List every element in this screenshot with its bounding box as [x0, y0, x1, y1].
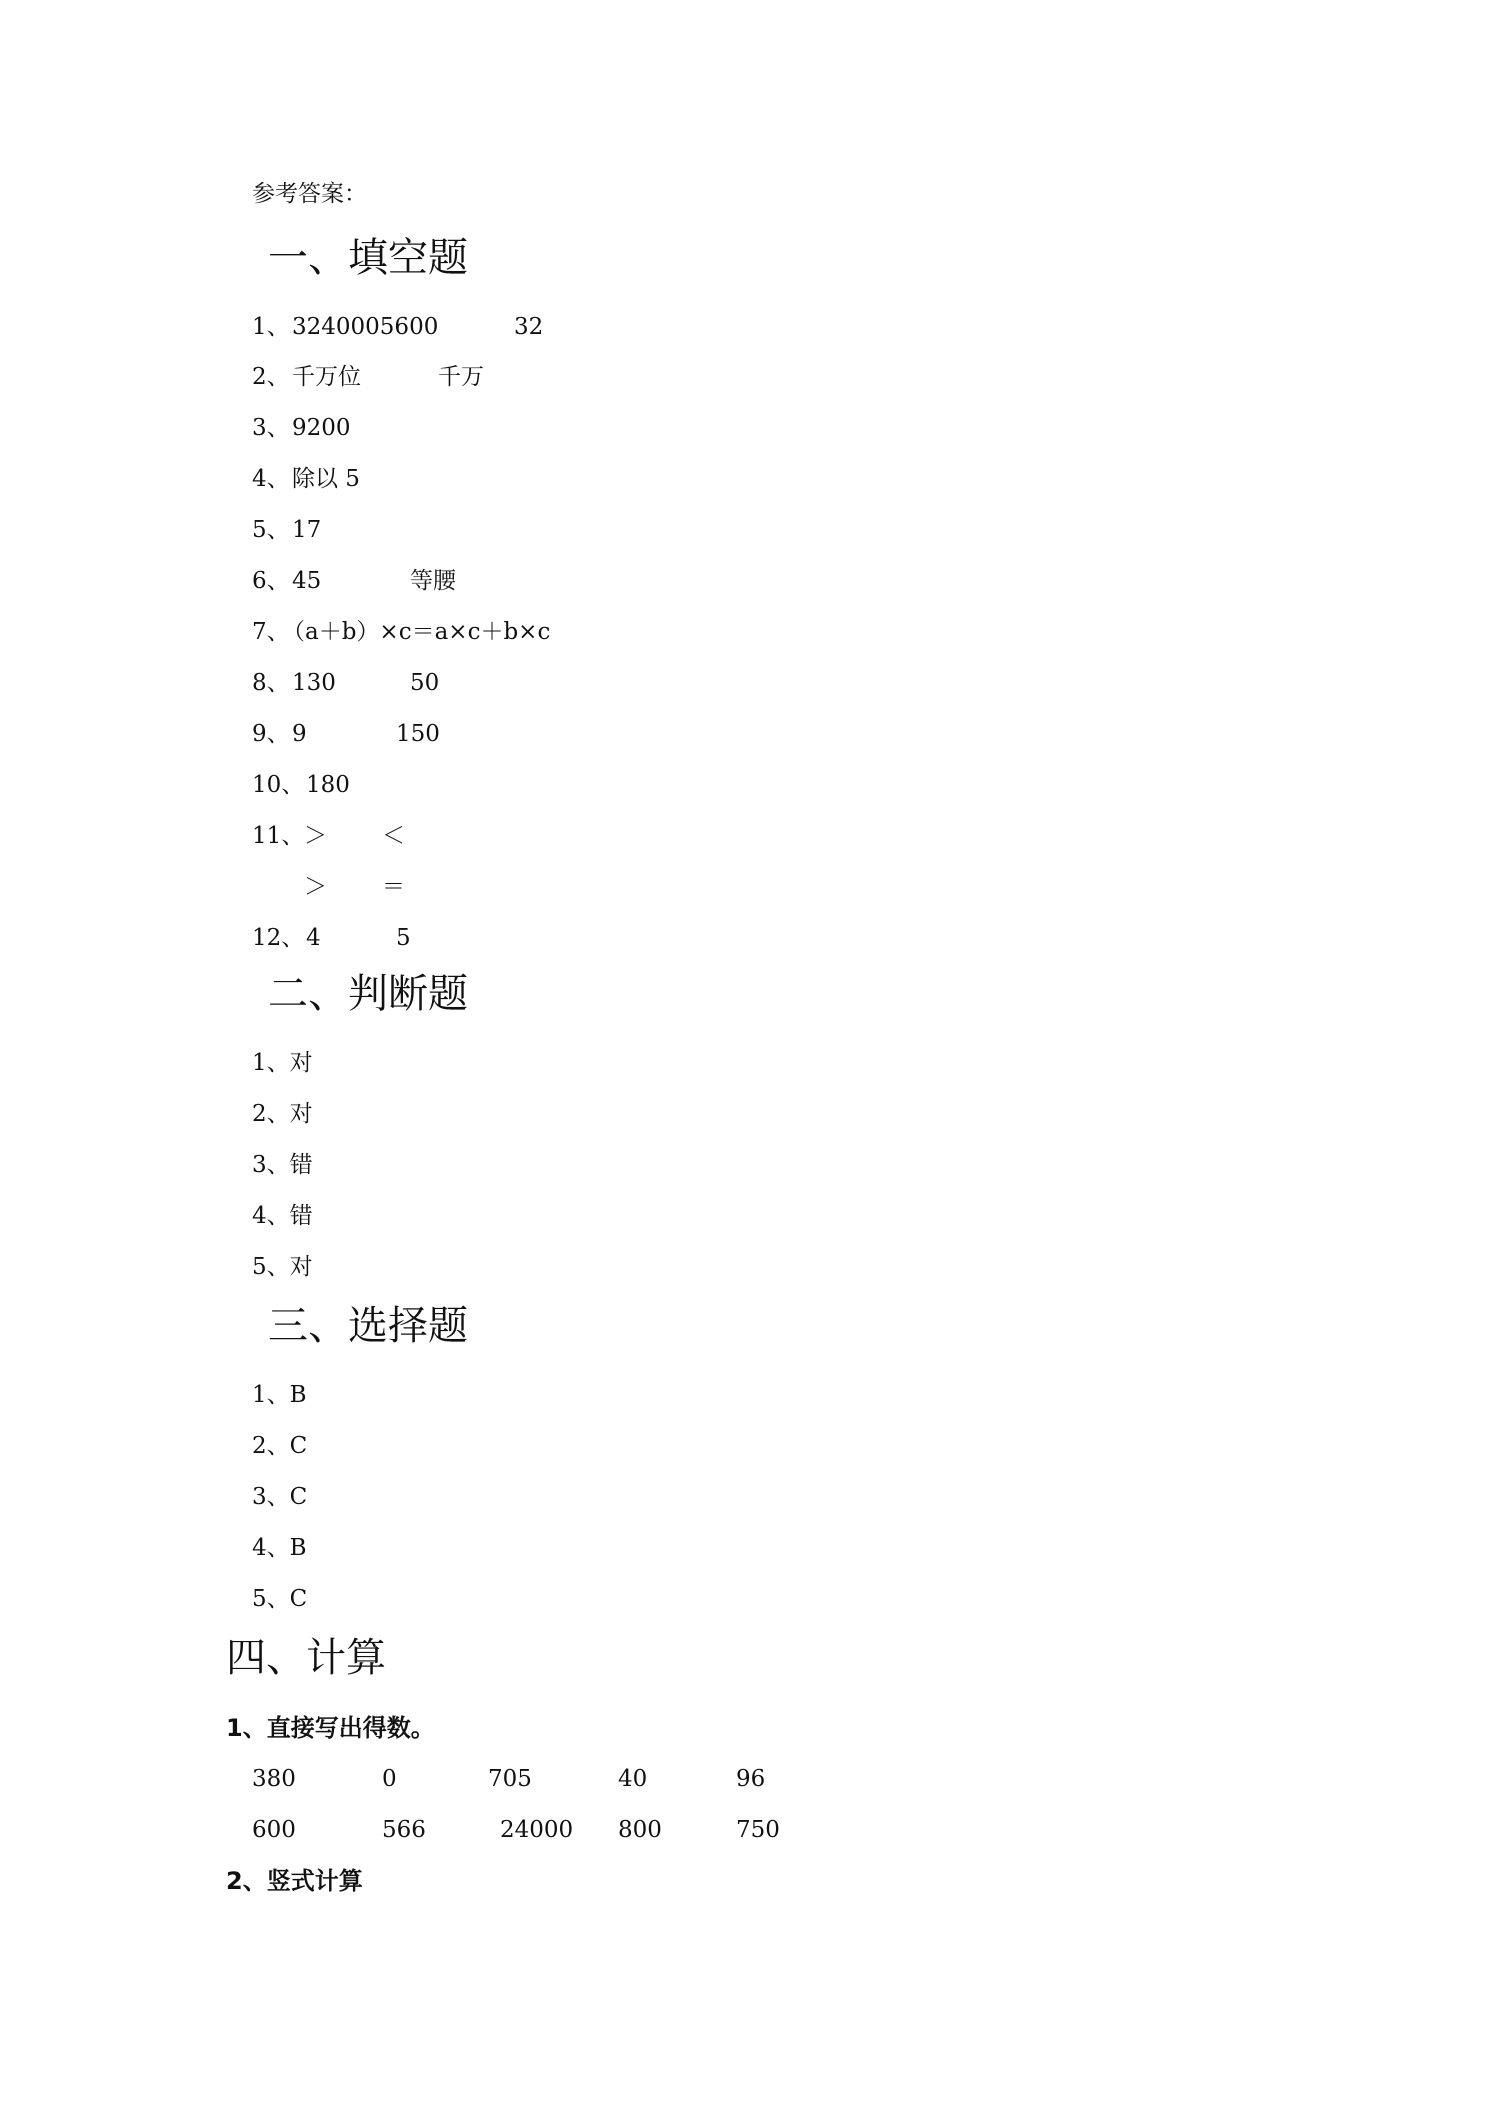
calc-row2-value-2: 566 [382, 1817, 426, 1843]
fill-item-2-label: 2、 [252, 364, 290, 390]
fill-item-4-label: 4、 [252, 466, 290, 492]
calc-subheading-direct: 1、直接写出得数。 [226, 1714, 435, 1742]
section-calculation-title: 四、计算 [226, 1635, 386, 1681]
fill-item-6-answer-b: 等腰 [410, 568, 456, 594]
fill-item-5-answer: 17 [292, 517, 322, 543]
calc-row1-value-4: 40 [618, 1766, 648, 1792]
fill-item-11-answer-b: ＜ [382, 823, 405, 849]
calc-row2-value-4: 800 [618, 1817, 662, 1843]
fill-item-2-answer-a: 千万位 [292, 364, 361, 390]
section-fill-blank-title: 一、填空题 [268, 235, 468, 281]
calc-row2-value-1: 600 [252, 1817, 296, 1843]
calc-subheading-vertical: 2、竖式计算 [226, 1867, 363, 1895]
fill-item-3-answer: 9200 [292, 415, 351, 441]
calc-row1-value-3: 705 [488, 1766, 532, 1792]
fill-item-9-answer-b: 150 [396, 721, 440, 747]
fill-item-11-answer-d: ＝ [382, 874, 405, 900]
judge-item-2: 2、对 [252, 1101, 313, 1127]
fill-item-6-answer-a: 45 [292, 568, 322, 594]
fill-item-1-answer-b: 32 [514, 314, 544, 340]
fill-item-11-label: 11、 [252, 823, 305, 849]
section-multiple-choice-title: 三、选择题 [268, 1303, 468, 1349]
fill-item-8-label: 8、 [252, 670, 290, 696]
judge-item-3: 3、错 [252, 1152, 313, 1178]
fill-item-8-answer-a: 130 [292, 670, 336, 696]
fill-item-1-label: 1、 [252, 314, 290, 340]
fill-item-5-label: 5、 [252, 517, 290, 543]
judge-item-1: 1、对 [252, 1050, 313, 1076]
calc-row1-value-1: 380 [252, 1766, 296, 1792]
fill-item-12-label: 12、 [252, 925, 305, 951]
fill-item-2-answer-b: 千万 [438, 364, 484, 390]
fill-item-7-answer: （a＋b）×c＝a×c＋b×c [282, 619, 551, 645]
calc-row2-value-5: 750 [736, 1817, 780, 1843]
fill-item-1-answer-a: 3240005600 [292, 314, 439, 340]
calc-row1-value-5: 96 [736, 1766, 766, 1792]
fill-item-10-answer: 180 [306, 772, 350, 798]
fill-item-12-answer-a: 4 [306, 925, 321, 951]
intro-label: 参考答案： [252, 181, 367, 207]
calc-row2-value-3: 24000 [500, 1817, 574, 1843]
choice-item-5: 5、C [252, 1586, 308, 1612]
choice-item-4: 4、B [252, 1535, 307, 1561]
choice-item-1: 1、B [252, 1382, 307, 1408]
calc-row1-value-2: 0 [382, 1766, 397, 1792]
fill-item-12-answer-b: 5 [396, 925, 411, 951]
choice-item-2: 2、C [252, 1433, 308, 1459]
fill-item-3-label: 3、 [252, 415, 290, 441]
fill-item-8-answer-b: 50 [410, 670, 440, 696]
fill-item-6-label: 6、 [252, 568, 290, 594]
fill-item-10-label: 10、 [252, 772, 305, 798]
judge-item-5: 5、对 [252, 1254, 313, 1280]
fill-item-11-answer-c: ＞ [304, 874, 327, 900]
fill-item-7-label: 7、 [252, 619, 290, 645]
judge-item-4: 4、错 [252, 1203, 313, 1229]
fill-item-9-label: 9、 [252, 721, 290, 747]
choice-item-3: 3、C [252, 1484, 308, 1510]
section-true-false-title: 二、判断题 [268, 971, 468, 1017]
fill-item-11-answer-a: ＞ [304, 823, 327, 849]
fill-item-9-answer-a: 9 [292, 721, 307, 747]
fill-item-4-answer: 除以 5 [292, 466, 360, 492]
